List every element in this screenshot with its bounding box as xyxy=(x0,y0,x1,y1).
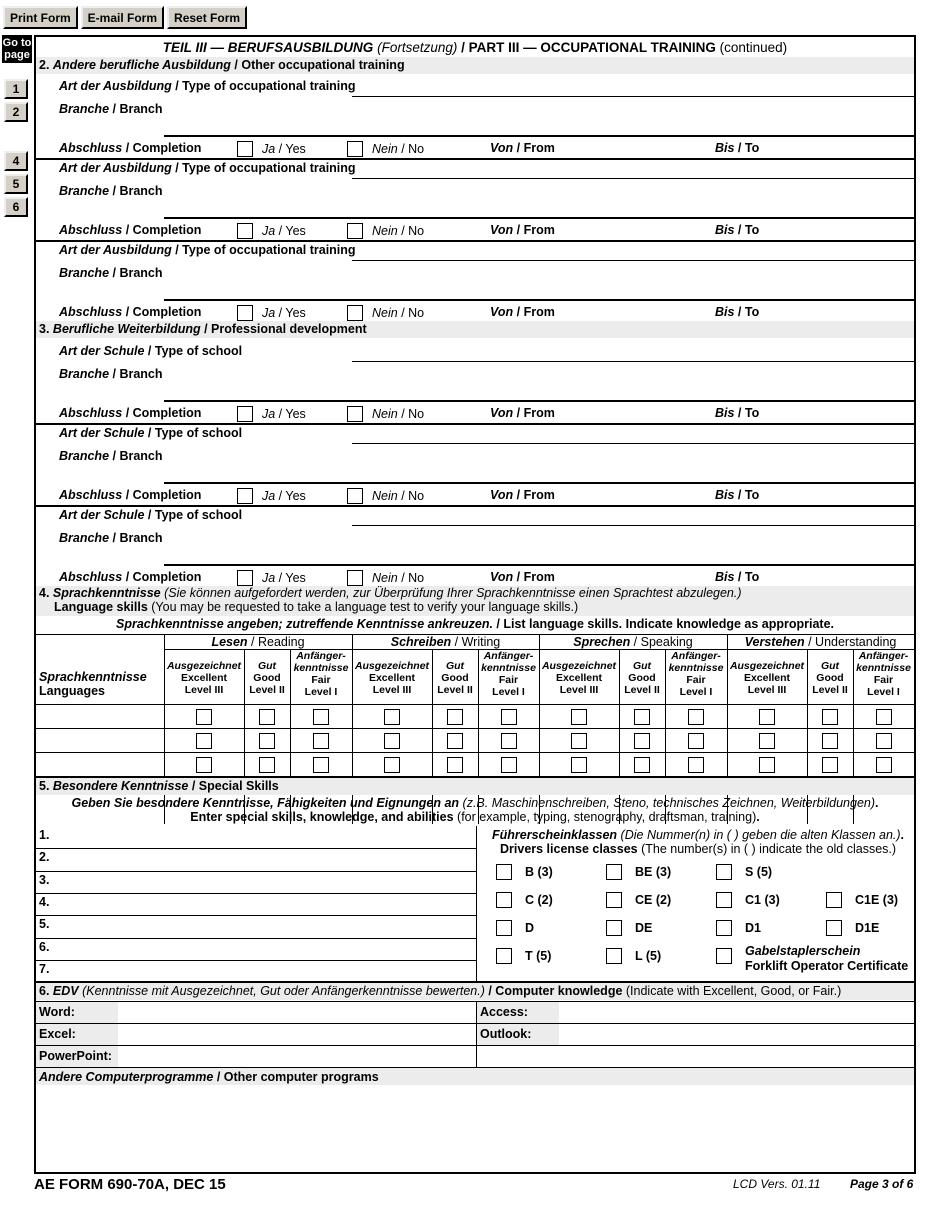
level-header: Ausgezeichnet Excellent Level III xyxy=(354,660,430,696)
outlook-input[interactable] xyxy=(562,1025,912,1044)
language-level-checkbox[interactable] xyxy=(876,733,892,749)
divider xyxy=(476,826,477,981)
completion-no-label: Nein / No xyxy=(372,306,425,320)
license-class-label: D1E xyxy=(855,921,880,935)
to-date-input[interactable] xyxy=(776,138,914,156)
license-class-checkbox[interactable] xyxy=(496,948,512,964)
branch-input[interactable] xyxy=(164,196,914,216)
word-input[interactable] xyxy=(120,1003,472,1022)
completion-no-checkbox[interactable] xyxy=(347,223,363,239)
completion-yes-checkbox[interactable] xyxy=(237,141,253,157)
language-name-input[interactable] xyxy=(38,730,162,750)
field-underline xyxy=(164,217,914,219)
from-date-label: Von / From xyxy=(490,570,555,584)
language-level-checkbox[interactable] xyxy=(571,757,587,773)
field-underline xyxy=(164,564,914,566)
from-date-label: Von / From xyxy=(490,223,555,237)
section-2-title: 2. Andere berufliche Ausbildung / Other occupational training xyxy=(39,58,405,72)
license-class-label: D1 xyxy=(745,921,761,935)
license-class-checkbox[interactable] xyxy=(606,948,622,964)
license-class-checkbox[interactable] xyxy=(496,920,512,936)
skill-input[interactable] xyxy=(58,960,474,980)
language-level-checkbox[interactable] xyxy=(876,709,892,725)
page-title: TEIL III — BERUFSAUSBILDUNG (Fortsetzung) / PART III — OCCUPATIONAL TRAINING (continued) xyxy=(162,40,788,55)
level-header: Gut Good Level II xyxy=(437,660,473,696)
field-underline xyxy=(352,443,914,444)
skill-line-number: 2. xyxy=(39,850,50,865)
license-class-label: CE (2) xyxy=(635,893,672,907)
from-date-input[interactable] xyxy=(566,567,706,585)
skill-input[interactable] xyxy=(58,938,474,958)
skill-input[interactable] xyxy=(58,893,474,913)
other-programs-label: Andere Computerprogramme / Other computer programs xyxy=(39,1070,379,1084)
language-level-checkbox[interactable] xyxy=(384,757,400,773)
language-group-header: Sprechen / Speaking xyxy=(573,635,693,649)
completion-no-label: Nein / No xyxy=(372,571,425,585)
to-date-label: Bis / To xyxy=(715,141,760,155)
completion-yes-label: Ja / Yes xyxy=(262,224,306,238)
skill-input[interactable] xyxy=(58,848,474,868)
special-skills-instructions-en: Enter special skills, knowledge, and abilities (for example, typing, stenography, draftsman, training). xyxy=(190,810,760,824)
language-level-checkbox[interactable] xyxy=(447,757,463,773)
from-date-label: Von / From xyxy=(490,488,555,502)
license-class-checkbox[interactable] xyxy=(716,920,732,936)
completion-no-label: Nein / No xyxy=(372,407,425,421)
field-underline xyxy=(164,299,914,301)
completion-yes-checkbox[interactable] xyxy=(237,305,253,321)
forklift-label: Gabelstaplerschein Forklift Operator Certificate xyxy=(745,944,909,973)
divider xyxy=(36,752,914,753)
branch-input[interactable] xyxy=(164,379,914,399)
language-name-input[interactable] xyxy=(38,754,162,774)
skill-line-number: 3. xyxy=(39,872,50,887)
level-header: Gut Good Level II xyxy=(249,660,285,696)
field-underline xyxy=(164,482,914,484)
license-title-de: Führerscheinklassen (Die Nummer(n) in ( ) geben die alten Klassen an.). xyxy=(492,828,905,842)
skill-line-number: 4. xyxy=(39,894,50,909)
completion-no-checkbox[interactable] xyxy=(347,406,363,422)
access-input[interactable] xyxy=(562,1003,912,1022)
from-date-input[interactable] xyxy=(566,403,706,421)
field-underline xyxy=(352,525,914,526)
completion-no-label: Nein / No xyxy=(372,489,425,503)
license-class-checkbox[interactable] xyxy=(826,892,842,908)
to-date-input[interactable] xyxy=(776,403,914,421)
skill-input[interactable] xyxy=(58,871,474,891)
powerpoint-label: PowerPoint: xyxy=(39,1049,112,1063)
license-class-label: DE xyxy=(635,921,653,935)
language-level-checkbox[interactable] xyxy=(634,709,650,725)
from-date-label: Von / From xyxy=(490,141,555,155)
license-class-checkbox[interactable] xyxy=(716,892,732,908)
language-level-checkbox[interactable] xyxy=(759,733,775,749)
language-level-checkbox[interactable] xyxy=(571,733,587,749)
language-level-checkbox[interactable] xyxy=(384,709,400,725)
language-instructions: Sprachkenntnisse angeben; zutreffende Kenntnisse ankreuzen. / List language skills. Indicate knowledge as appropriate. xyxy=(115,617,835,631)
to-date-input[interactable] xyxy=(776,485,914,503)
branch-label: Branche / Branch xyxy=(59,367,163,381)
excel-label: Excel: xyxy=(39,1027,76,1041)
branch-input[interactable] xyxy=(164,461,914,481)
language-level-checkbox[interactable] xyxy=(822,709,838,725)
level-header: Anfänger-kenntnisse Fair Level I xyxy=(856,650,911,698)
special-skills-instructions-de: Geben Sie besondere Kenntnisse, Fähigkeiten und Eignungen an (z.B. Maschinenschreiben, Steno, technisches Zeichnen, Weiterbildungen). xyxy=(71,796,879,810)
license-class-label: C (2) xyxy=(525,893,553,907)
completion-label: Abschluss / Completion xyxy=(59,570,202,584)
outlook-label: Outlook: xyxy=(480,1027,532,1041)
type-of-training-label: Art der Ausbildung / Type of occupational training xyxy=(59,79,356,93)
divider xyxy=(36,728,914,729)
language-level-checkbox[interactable] xyxy=(196,733,212,749)
completion-yes-label: Ja / Yes xyxy=(262,142,306,156)
language-level-checkbox[interactable] xyxy=(384,733,400,749)
divider xyxy=(164,649,914,650)
language-level-checkbox[interactable] xyxy=(571,709,587,725)
goto-page-5-button[interactable]: 5 xyxy=(4,174,28,194)
goto-page-6-button[interactable]: 6 xyxy=(4,197,28,217)
license-class-label: S (5) xyxy=(745,865,773,879)
completion-yes-label: Ja / Yes xyxy=(262,306,306,320)
completion-yes-checkbox[interactable] xyxy=(237,223,253,239)
level-header: Gut Good Level II xyxy=(812,660,848,696)
field-underline xyxy=(352,96,914,97)
completion-no-label: Nein / No xyxy=(372,224,425,238)
form-page xyxy=(34,35,916,1174)
from-date-input[interactable] xyxy=(566,485,706,503)
license-class-checkbox[interactable] xyxy=(826,920,842,936)
language-level-checkbox[interactable] xyxy=(313,709,329,725)
to-date-label: Bis / To xyxy=(715,488,760,502)
language-level-checkbox[interactable] xyxy=(501,709,517,725)
type-of-school-input[interactable] xyxy=(352,343,914,360)
language-level-checkbox[interactable] xyxy=(688,733,704,749)
level-header: Anfänger-kenntnisse Fair Level I xyxy=(668,650,724,698)
type-of-school-label: Art der Schule / Type of school xyxy=(59,344,243,358)
completion-label: Abschluss / Completion xyxy=(59,141,202,155)
branch-input[interactable] xyxy=(164,114,914,134)
to-date-label: Bis / To xyxy=(715,223,760,237)
type-of-school-label: Art der Schule / Type of school xyxy=(59,508,243,522)
language-group-header: Schreiben / Writing xyxy=(390,635,501,649)
license-title-en: Drivers license classes (The number(s) in ( ) indicate the old classes.) xyxy=(500,842,897,856)
language-level-checkbox[interactable] xyxy=(259,733,275,749)
type-of-school-input[interactable] xyxy=(352,507,914,524)
to-date-input[interactable] xyxy=(776,220,914,238)
section-6-title: 6. EDV (Kenntnisse mit Ausgezeichnet, Gut oder Anfängerkenntnisse bewerten.) / Computer knowledge (Indicate with Excellent, Good, or Fair.) xyxy=(39,984,842,998)
branch-label: Branche / Branch xyxy=(59,266,163,280)
language-level-checkbox[interactable] xyxy=(313,757,329,773)
language-level-checkbox[interactable] xyxy=(259,757,275,773)
language-level-checkbox[interactable] xyxy=(313,733,329,749)
completion-no-checkbox[interactable] xyxy=(347,305,363,321)
type-of-training-label: Art der Ausbildung / Type of occupational training xyxy=(59,243,356,257)
license-class-label: C1E (3) xyxy=(855,893,899,907)
level-header: Gut Good Level II xyxy=(624,660,660,696)
branch-label: Branche / Branch xyxy=(59,102,163,116)
type-of-training-input[interactable] xyxy=(352,160,914,177)
level-header: Ausgezeichnet Excellent Level III xyxy=(166,660,242,696)
field-underline xyxy=(352,178,914,179)
language-group-header: Lesen / Reading xyxy=(211,635,305,649)
divider xyxy=(36,704,914,705)
from-date-label: Von / From xyxy=(490,305,555,319)
powerpoint-input[interactable] xyxy=(120,1047,472,1066)
level-header: Ausgezeichnet Excellent Level III xyxy=(729,660,805,696)
to-date-input[interactable] xyxy=(776,567,914,585)
completion-yes-label: Ja / Yes xyxy=(262,407,306,421)
license-class-checkbox[interactable] xyxy=(716,864,732,880)
language-level-checkbox[interactable] xyxy=(822,757,838,773)
license-class-label: B (3) xyxy=(525,865,553,879)
to-date-input[interactable] xyxy=(776,302,914,320)
reset-form-button[interactable]: Reset Form xyxy=(167,6,247,29)
completion-label: Abschluss / Completion xyxy=(59,305,202,319)
branch-input[interactable] xyxy=(164,543,914,563)
language-level-checkbox[interactable] xyxy=(447,733,463,749)
goto-page-2-button[interactable]: 2 xyxy=(4,102,28,122)
excel-input[interactable] xyxy=(120,1025,472,1044)
type-of-school-label: Art der Schule / Type of school xyxy=(59,426,243,440)
level-header: Ausgezeichnet Excellent Level III xyxy=(541,660,617,696)
completion-label: Abschluss / Completion xyxy=(59,223,202,237)
language-level-checkbox[interactable] xyxy=(196,709,212,725)
print-form-button[interactable]: Print Form xyxy=(3,6,78,29)
branch-input[interactable] xyxy=(164,278,914,298)
from-date-input[interactable] xyxy=(566,138,706,156)
license-class-label: D xyxy=(525,921,535,935)
license-class-label: BE (3) xyxy=(635,865,672,879)
language-level-checkbox[interactable] xyxy=(447,709,463,725)
completion-yes-label: Ja / Yes xyxy=(262,489,306,503)
section-4-subtitle: Language skills (You may be requested to take a language test to verify your language skills.) xyxy=(54,600,579,614)
language-level-checkbox[interactable] xyxy=(822,733,838,749)
skill-input[interactable] xyxy=(58,915,474,935)
field-underline xyxy=(164,400,914,402)
access-label: Access: xyxy=(480,1005,528,1019)
license-class-label: L (5) xyxy=(635,949,662,963)
skill-line-number: 7. xyxy=(39,961,50,976)
license-class-checkbox[interactable] xyxy=(606,864,622,880)
completion-no-checkbox[interactable] xyxy=(347,570,363,586)
language-group-header: Verstehen / Understanding xyxy=(744,635,897,649)
type-of-training-label: Art der Ausbildung / Type of occupational training xyxy=(59,161,356,175)
language-level-checkbox[interactable] xyxy=(196,757,212,773)
language-level-checkbox[interactable] xyxy=(501,733,517,749)
language-level-checkbox[interactable] xyxy=(259,709,275,725)
email-form-button[interactable]: E-mail Form xyxy=(81,6,164,29)
type-of-training-input[interactable] xyxy=(352,242,914,259)
license-class-label: C1 (3) xyxy=(745,893,780,907)
type-of-school-input[interactable] xyxy=(352,425,914,442)
branch-label: Branche / Branch xyxy=(59,184,163,198)
section-3-title: 3. Berufliche Weiterbildung / Professional development xyxy=(39,322,367,336)
license-class-label: T (5) xyxy=(525,949,552,963)
section-5-title: 5. Besondere Kenntnisse / Special Skills xyxy=(39,779,279,793)
branch-label: Branche / Branch xyxy=(59,449,163,463)
skill-input[interactable] xyxy=(58,826,474,846)
word-label: Word: xyxy=(39,1005,75,1019)
goto-page-label: Go to page xyxy=(2,37,32,61)
page-number: Page 3 of 6 xyxy=(850,1177,914,1191)
completion-yes-label: Ja / Yes xyxy=(262,571,306,585)
language-level-checkbox[interactable] xyxy=(634,757,650,773)
completion-label: Abschluss / Completion xyxy=(59,488,202,502)
completion-yes-checkbox[interactable] xyxy=(237,570,253,586)
type-of-training-input[interactable] xyxy=(352,78,914,95)
license-class-checkbox[interactable] xyxy=(496,892,512,908)
license-class-checkbox[interactable] xyxy=(606,920,622,936)
form-id: AE FORM 690-70A, DEC 15 xyxy=(34,1176,226,1193)
skill-line-number: 6. xyxy=(39,939,50,954)
section-4-title: 4. Sprachkenntnisse (Sie können aufgefordert werden, zur Überprüfung Ihrer Sprachkenntnisse einen Sprachtest abzulegen.) xyxy=(39,586,742,600)
goto-page-1-button[interactable]: 1 xyxy=(4,79,28,99)
language-level-checkbox[interactable] xyxy=(688,709,704,725)
language-level-checkbox[interactable] xyxy=(634,733,650,749)
field-underline xyxy=(352,260,914,261)
branch-label: Branche / Branch xyxy=(59,531,163,545)
level-header: Anfänger-kenntnisse Fair Level I xyxy=(481,650,536,698)
divider xyxy=(36,1001,914,1002)
languages-column-header: Sprachkenntnisse Languages xyxy=(39,670,147,698)
forklift-checkbox[interactable] xyxy=(716,948,732,964)
completion-no-label: Nein / No xyxy=(372,142,425,156)
from-date-input[interactable] xyxy=(566,220,706,238)
version-text: LCD Vers. 01.11 xyxy=(733,1177,821,1191)
language-level-checkbox[interactable] xyxy=(759,709,775,725)
to-date-label: Bis / To xyxy=(715,305,760,319)
language-level-checkbox[interactable] xyxy=(688,757,704,773)
divider xyxy=(36,1023,914,1024)
to-date-label: Bis / To xyxy=(715,570,760,584)
completion-yes-checkbox[interactable] xyxy=(237,488,253,504)
language-level-checkbox[interactable] xyxy=(876,757,892,773)
field-underline xyxy=(164,135,914,137)
completion-yes-checkbox[interactable] xyxy=(237,406,253,422)
to-date-label: Bis / To xyxy=(715,406,760,420)
completion-no-checkbox[interactable] xyxy=(347,141,363,157)
field-underline xyxy=(352,361,914,362)
language-name-input[interactable] xyxy=(38,706,162,726)
skill-line-number: 5. xyxy=(39,917,50,932)
license-class-checkbox[interactable] xyxy=(496,864,512,880)
from-date-label: Von / From xyxy=(490,406,555,420)
from-date-input[interactable] xyxy=(566,302,706,320)
goto-page-4-button[interactable]: 4 xyxy=(4,151,28,171)
completion-label: Abschluss / Completion xyxy=(59,406,202,420)
language-level-checkbox[interactable] xyxy=(759,757,775,773)
level-header: Anfänger-kenntnisse Fair Level I xyxy=(293,650,349,698)
skill-line-number: 1. xyxy=(39,828,50,842)
license-class-checkbox[interactable] xyxy=(606,892,622,908)
completion-no-checkbox[interactable] xyxy=(347,488,363,504)
divider xyxy=(36,1045,914,1046)
other-programs-input[interactable] xyxy=(38,1088,912,1170)
language-level-checkbox[interactable] xyxy=(501,757,517,773)
